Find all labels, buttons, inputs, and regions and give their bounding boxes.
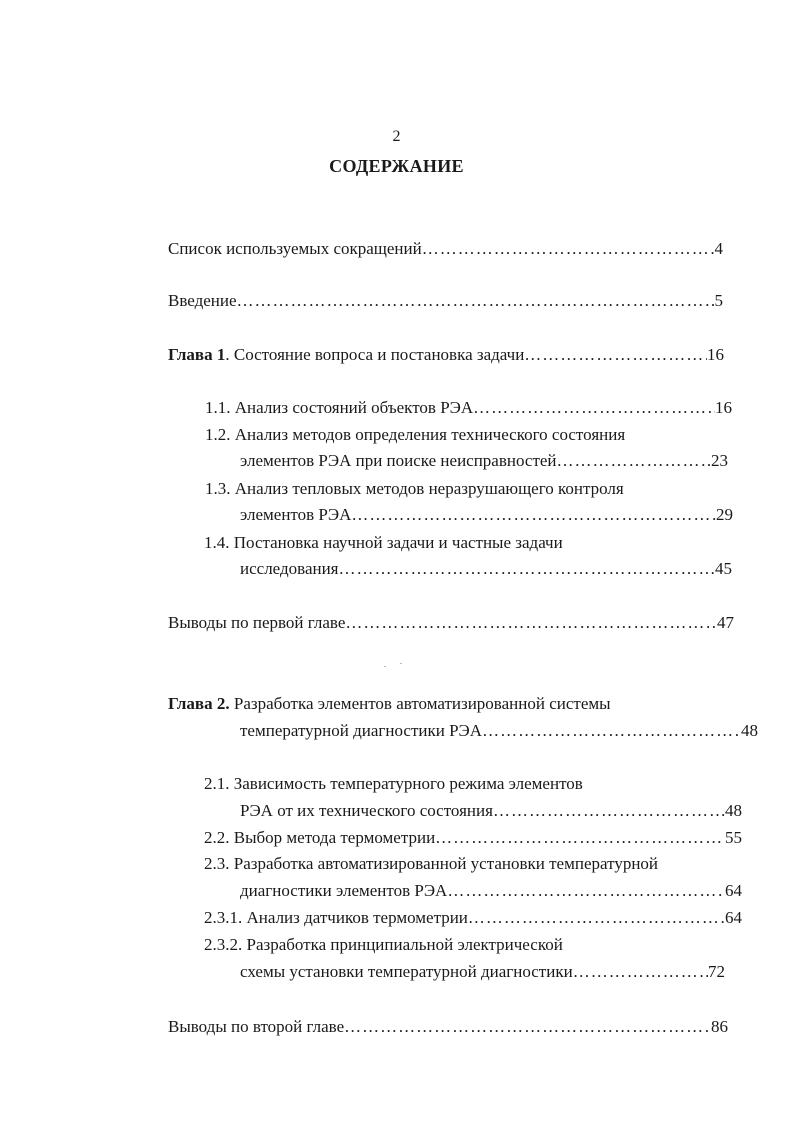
toc-introduction: Введение …………………………………………………………………………………………………………………………………………………… 5 [168,291,723,311]
toc-section-1-4: исследования …………………………………………………………………………………………………………………………………………………… 45 [240,559,732,579]
toc-section-2-1-line1: 2.1. Зависимость температурного режима элементов [204,774,583,793]
toc-section-2-3-2-line1: 2.3.2. Разработка принципиальной электрической [204,935,563,954]
toc-section-2-3: диагностики элементов РЭА …………………………………………………………………………………………………………………………………………………… 64 [240,881,742,901]
toc-section-2-3-line1: 2.3. Разработка автоматизированной установки температурной [204,854,659,873]
toc-section-2-3-1: 2.3.1. Анализ датчиков термометрии …………………………………………………………………………………………………………………………………………………… 64 [204,908,742,928]
chapter-1-label: Глава 1 [168,345,226,364]
chapter-1-title: . Состояние вопроса и постановка задачи [225,345,525,364]
toc-abbreviations: Список используемых сокращений …………………………………………………………………………………………………………………………………………………… 4 [168,239,723,259]
toc-section-2-1: РЭА от их технического состояния …………………………………………………………………………………………………………………………………………………… 48 [240,801,742,821]
scan-speck [400,663,402,664]
page-title: СОДЕРЖАНИЕ [329,156,464,176]
scan-speck [384,666,386,667]
toc-section-2-3-2: схемы установки температурной диагностики …………………………………………………………………………………………………………………………………………………… 72 [240,962,725,982]
toc-chapter-2-line1 [168,694,611,714]
toc-section-1-2: элементов РЭА при поиске неисправностей …………………………………………………………………………………………………………………………………………………… 23 [240,451,728,471]
toc-section-1-1: 1.1. Анализ состояний объектов РЭА …………………………………………………………………………………………………………………………………………………… 16 [205,398,732,418]
toc-conclusions-1: Выводы по первой главе …………………………………………………………………………………………………………………………………………………… 47 [168,613,734,633]
toc-chapter-2: температурной диагностики РЭА …………………………………………………………………………………………………………………………………………………… 48 [240,721,758,741]
toc-conclusions-2: Выводы по второй главе …………………………………………………………………………………………………………………………………………………… 86 [168,1017,728,1037]
toc-section-1-4-line1: 1.4. Постановка научной задачи и частные задачи [204,533,563,552]
toc-chapter-1: Глава 1. Состояние вопроса и постановка задачи …………………………………………………………………………………………………………………………………………………… 16 [168,345,724,365]
toc-section-1-3-line1: 1.3. Анализ тепловых методов неразрушающего контроля [205,479,624,498]
toc-section-1-2-line1: 1.2. Анализ методов определения технического состояния [205,425,626,444]
page-number: 2 [392,128,401,145]
toc-section-1-3: элементов РЭА …………………………………………………………………………………………………………………………………………………… 29 [240,505,733,525]
chapter-2-title: Разработка элементов автоматизированной системы [229,694,611,713]
chapter-2-label: Глава 2. [168,694,230,713]
toc-section-2-2: 2.2. Выбор метода термометрии …………………………………………………………………………………………………………………………………………………… 55 [204,828,742,848]
